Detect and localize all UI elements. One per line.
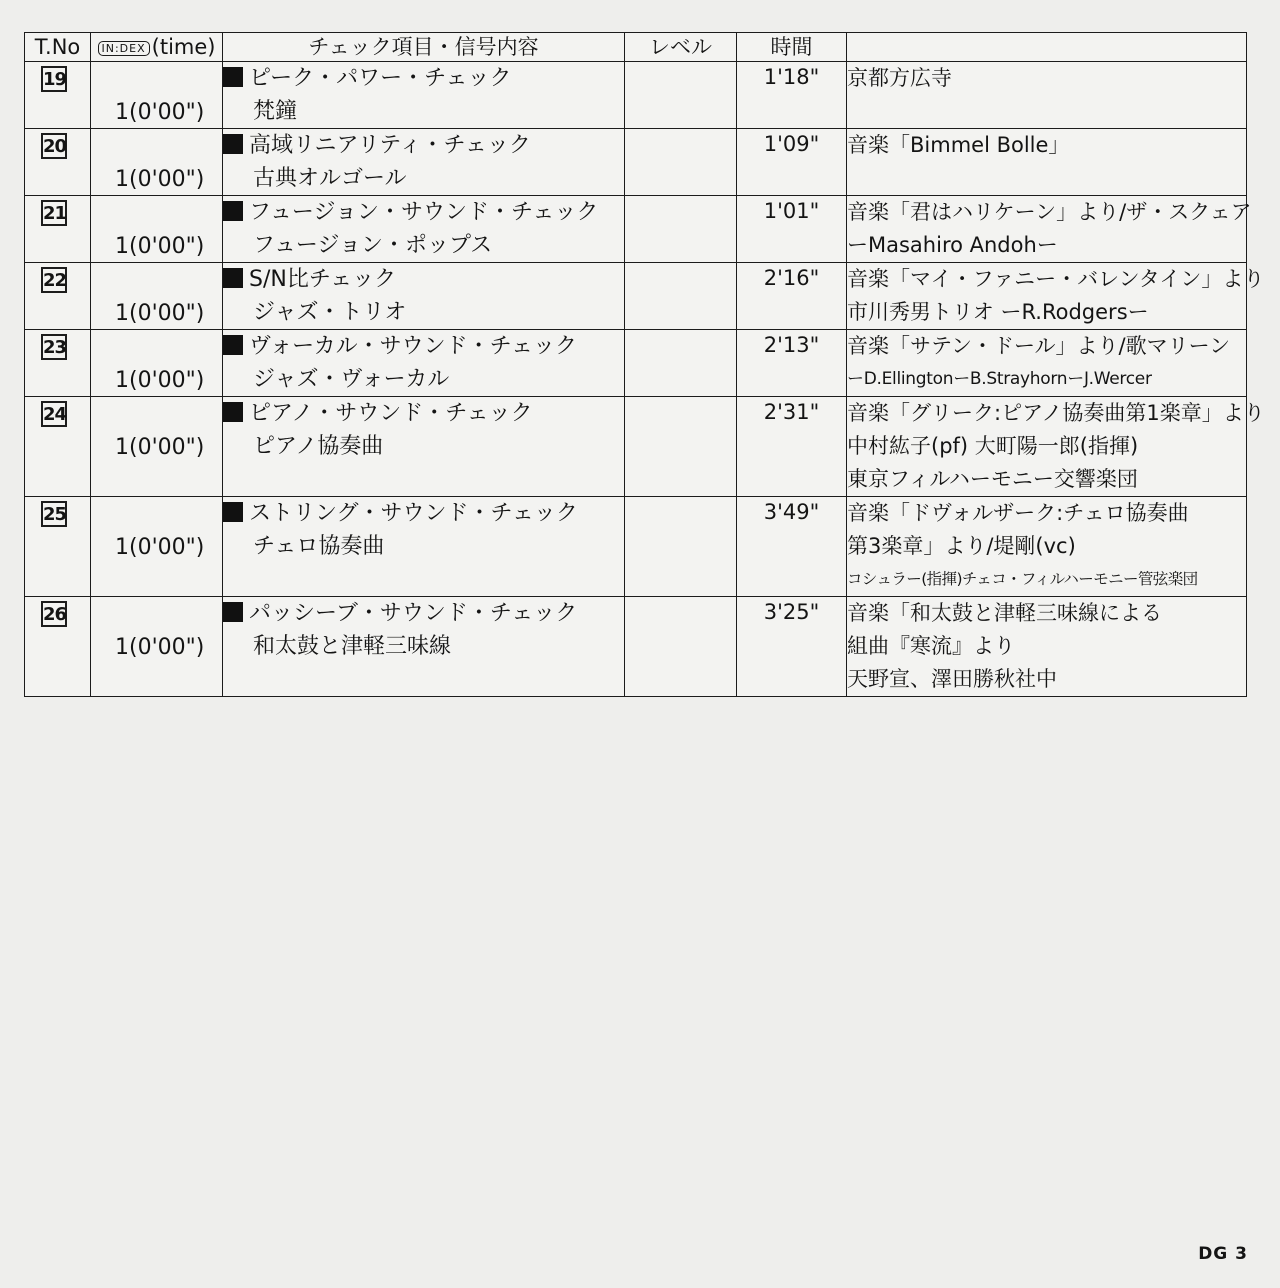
- item-title: フュージョン・サウンド・チェック: [249, 200, 599, 225]
- level-cell: [625, 397, 737, 497]
- tno-cell: [25, 597, 91, 697]
- header-index-time: (time): [151, 35, 216, 59]
- index-cell: [91, 597, 223, 697]
- detail-line: 組曲『寒流』より: [847, 634, 1015, 658]
- time-cell: 1'18": [737, 62, 847, 129]
- track-number-badge: 21: [41, 200, 67, 226]
- header-index: [91, 33, 223, 62]
- index-value: 1(0'00"): [115, 167, 205, 192]
- table-row: [25, 330, 1247, 397]
- detail-line: ーD.EllingtonーB.StrayhornーJ.Wercer: [847, 369, 1152, 389]
- tno-cell: [25, 129, 91, 196]
- header-tno: T.No: [25, 33, 91, 62]
- track-number-badge: 19: [41, 66, 67, 92]
- detail-cell: [847, 497, 1247, 597]
- tno-cell: [25, 397, 91, 497]
- black-square-icon: [223, 67, 243, 87]
- track-table: [24, 32, 1265, 697]
- table-row: [25, 129, 1247, 196]
- index-value: 1(0'00"): [115, 234, 205, 259]
- tno-cell: [25, 497, 91, 597]
- page-number: DG 3: [1198, 1244, 1248, 1264]
- detail-cell: [847, 62, 1247, 129]
- item-signal: 和太鼓と津軽三味線: [253, 634, 452, 659]
- detail-line: 天野宣、澤田勝秋社中: [847, 667, 1057, 691]
- tno-cell: [25, 196, 91, 263]
- detail-cell: [847, 397, 1265, 497]
- index-cell: [91, 330, 223, 397]
- index-cell: [91, 263, 223, 330]
- index-cell: [91, 129, 223, 196]
- table-row: [25, 597, 1247, 697]
- item-title: ピアノ・サウンド・チェック: [249, 401, 533, 426]
- detail-cell: [847, 330, 1247, 397]
- item-title: パッシーブ・サウンド・チェック: [249, 601, 578, 626]
- level-cell: [625, 196, 737, 263]
- detail-line: 音楽「マイ・ファニー・バレンタイン」より: [847, 267, 1265, 291]
- time-cell: 1'01": [737, 196, 847, 263]
- black-square-icon: [223, 502, 243, 522]
- level-cell: [625, 597, 737, 697]
- table-row: [25, 263, 1247, 330]
- item-cell: [223, 597, 625, 697]
- item-signal: 古典オルゴール: [253, 166, 407, 191]
- table-row: [25, 497, 1247, 597]
- detail-cell: [847, 263, 1265, 330]
- detail-cell: [847, 597, 1247, 697]
- time-cell: 3'25": [737, 597, 847, 697]
- index-value: 1(0'00"): [115, 100, 205, 125]
- black-square-icon: [223, 134, 243, 154]
- time-cell: 2'31": [737, 397, 847, 497]
- track-number-badge: 22: [41, 267, 67, 293]
- index-value: 1(0'00"): [115, 301, 205, 326]
- detail-line: 音楽「グリーク:ピアノ協奏曲第1楽章」より: [847, 401, 1265, 425]
- black-square-icon: [223, 335, 243, 355]
- detail-line: ーMasahiro Andohー: [847, 233, 1058, 257]
- item-signal: フュージョン・ポップス: [253, 233, 493, 258]
- index-logo: IN:DEX: [98, 41, 150, 56]
- tno-cell: [25, 330, 91, 397]
- black-square-icon: [223, 402, 243, 422]
- header-item: チェック項目・信号内容: [223, 33, 625, 62]
- track-number-badge: 20: [41, 133, 67, 159]
- detail-line: 市川秀男トリオ ーR.Rodgersー: [847, 300, 1149, 324]
- track-number-badge: 25: [41, 501, 67, 527]
- table-header-row: [25, 33, 1247, 62]
- detail-cell: [847, 129, 1247, 196]
- level-cell: [625, 129, 737, 196]
- index-cell: [91, 62, 223, 129]
- black-square-icon: [223, 602, 243, 622]
- detail-line: 第3楽章」より/堤剛(vc): [847, 534, 1076, 558]
- level-cell: [625, 62, 737, 129]
- detail-line: 中村紘子(pf) 大町陽一郎(指揮): [847, 434, 1139, 458]
- detail-line: 音楽「Bimmel Bolle」: [847, 133, 1070, 157]
- item-cell: [223, 62, 625, 129]
- item-cell: [223, 397, 625, 497]
- table-row: [25, 397, 1247, 497]
- item-cell: [223, 196, 625, 263]
- track-number-badge: 26: [41, 601, 67, 627]
- index-cell: [91, 196, 223, 263]
- level-cell: [625, 263, 737, 330]
- item-cell: [223, 497, 625, 597]
- item-cell: [223, 129, 625, 196]
- index-value: 1(0'00"): [115, 368, 205, 393]
- time-cell: 1'09": [737, 129, 847, 196]
- level-cell: [625, 497, 737, 597]
- track-number-badge: 23: [41, 334, 67, 360]
- item-cell: [223, 263, 625, 330]
- detail-line: 音楽「和太鼓と津軽三味線による: [847, 601, 1162, 625]
- item-signal: ジャズ・ヴォーカル: [253, 367, 450, 392]
- item-title: ヴォーカル・サウンド・チェック: [249, 334, 578, 359]
- item-signal: ピアノ協奏曲: [253, 434, 384, 459]
- item-title: ストリング・サウンド・チェック: [249, 501, 578, 526]
- track-number-badge: 24: [41, 401, 67, 427]
- detail-line: 音楽「君はハリケーン」より/ザ・スクェア: [847, 200, 1252, 224]
- table-row: [25, 196, 1247, 263]
- item-title: ピーク・パワー・チェック: [249, 66, 512, 91]
- tno-cell: [25, 62, 91, 129]
- detail-line: 音楽「サテン・ドール」より/歌マリーン: [847, 334, 1231, 358]
- tno-cell: [25, 263, 91, 330]
- level-cell: [625, 330, 737, 397]
- header-time: 時間: [737, 33, 847, 62]
- detail-line: 東京フィルハーモニー交響楽団: [847, 467, 1138, 491]
- index-cell: [91, 497, 223, 597]
- time-cell: 3'49": [737, 497, 847, 597]
- header-level: レベル: [625, 33, 737, 62]
- header-detail: [847, 33, 1247, 62]
- black-square-icon: [223, 268, 243, 288]
- detail-cell: [847, 196, 1252, 263]
- index-value: 1(0'00"): [115, 635, 205, 660]
- index-value: 1(0'00"): [115, 435, 205, 460]
- item-signal: 梵鐘: [253, 99, 298, 124]
- item-signal: ジャズ・トリオ: [253, 300, 407, 325]
- index-value: 1(0'00"): [115, 535, 205, 560]
- detail-line: コシュラー(指揮)チェコ・フィルハーモニー管弦楽団: [847, 570, 1198, 588]
- time-cell: 2'16": [737, 263, 847, 330]
- item-title: 高域リニアリティ・チェック: [249, 133, 531, 158]
- table-row: [25, 62, 1247, 129]
- item-title: S/N比チェック: [249, 267, 397, 292]
- item-signal: チェロ協奏曲: [253, 534, 385, 559]
- black-square-icon: [223, 201, 243, 221]
- item-cell: [223, 330, 625, 397]
- index-cell: [91, 397, 223, 497]
- detail-line: 音楽「ドヴォルザーク:チェロ協奏曲: [847, 501, 1189, 525]
- time-cell: 2'13": [737, 330, 847, 397]
- detail-line: 京都方広寺: [847, 66, 952, 90]
